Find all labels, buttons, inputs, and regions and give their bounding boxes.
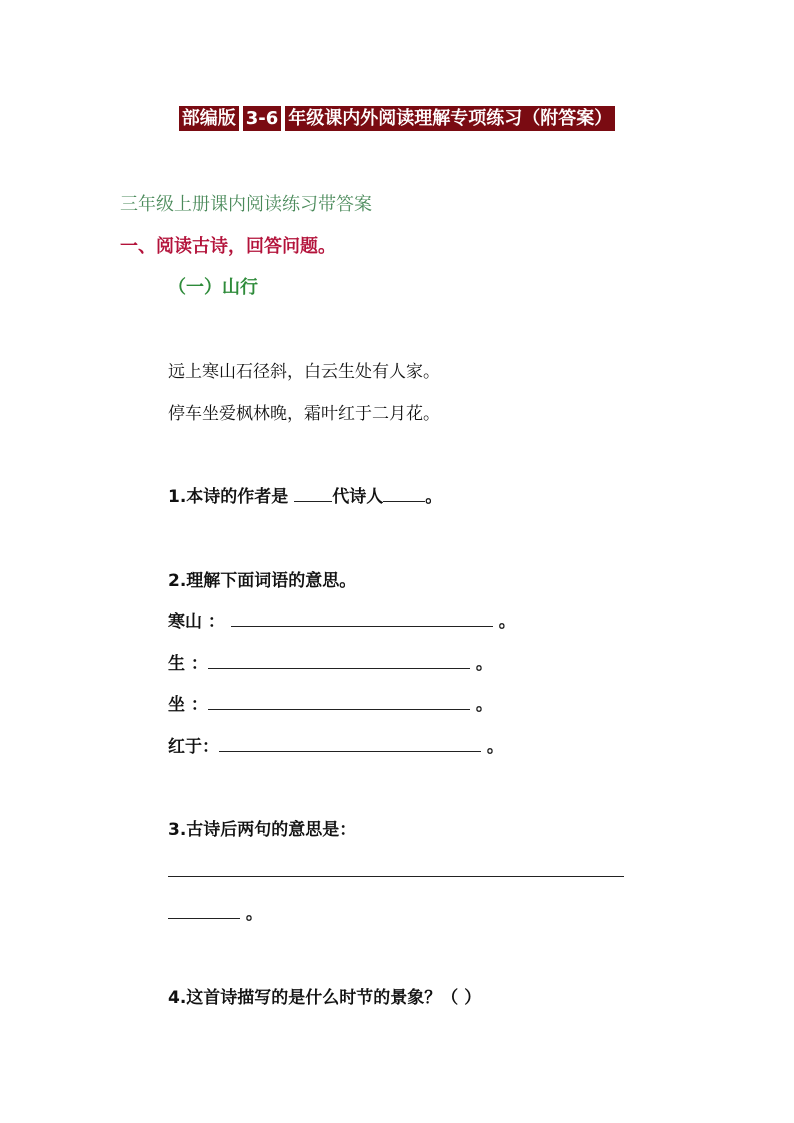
- page-title: [0, 105, 794, 133]
- q3-end: 。: [245, 904, 263, 924]
- q2-answer-blank[interactable]: [208, 668, 470, 669]
- q1-dynasty-blank[interactable]: [294, 501, 332, 502]
- q2-answer-blank[interactable]: [219, 751, 481, 752]
- title-part-2: 3-6: [243, 106, 282, 131]
- q2-answer-blank[interactable]: [231, 626, 493, 627]
- section-heading: 三年级上册课内阅读练习带答案: [120, 194, 372, 215]
- q2-answer-blank[interactable]: [208, 709, 470, 710]
- q1-poet-blank[interactable]: [383, 501, 425, 502]
- q1-middle: 代诗人: [332, 487, 384, 507]
- question-3-prompt: 3.古诗后两句的意思是：: [168, 820, 357, 840]
- q2-item-sheng: [168, 649, 493, 674]
- q2-item-end: 。: [486, 737, 504, 757]
- poem-line-1: 远上寒山石径斜，白云生处有人家。: [168, 362, 440, 382]
- q2-item-zuo: [168, 690, 493, 715]
- q3-answer-blank[interactable]: [168, 918, 240, 919]
- q2-item-label: 红于：: [168, 737, 219, 757]
- q2-item-hongyu: [168, 732, 504, 757]
- question-1: [168, 482, 442, 507]
- poem-title: （一）山行: [168, 277, 258, 298]
- q3-answer-line-2: [168, 899, 263, 924]
- question-2-prompt: 2.理解下面词语的意思。: [168, 571, 357, 591]
- q2-item-end: 。: [498, 612, 516, 632]
- q1-end: 。: [425, 487, 443, 507]
- poem-line-2: 停车坐爱枫林晚，霜叶红于二月花。: [168, 404, 440, 424]
- q2-item-label: 坐 ：: [168, 695, 208, 715]
- question-4-prompt: 4.这首诗描写的是什么时节的景象？（ ）: [168, 988, 482, 1008]
- q2-item-end: 。: [475, 654, 493, 674]
- title-part-3: 年级课内外阅读理解专项练习（附答案）: [285, 106, 615, 131]
- q3-answer-line-1[interactable]: [168, 876, 624, 877]
- q2-item-label: 生 ：: [168, 654, 208, 674]
- title-part-1: 部编版: [179, 106, 239, 131]
- part-heading: 一、阅读古诗，回答问题。: [120, 236, 336, 257]
- q2-item-label: 寒山 ：: [168, 612, 225, 632]
- q2-item-hanshan: [168, 607, 516, 632]
- q1-prefix: 1.本诗的作者是: [168, 487, 289, 507]
- q2-item-end: 。: [475, 695, 493, 715]
